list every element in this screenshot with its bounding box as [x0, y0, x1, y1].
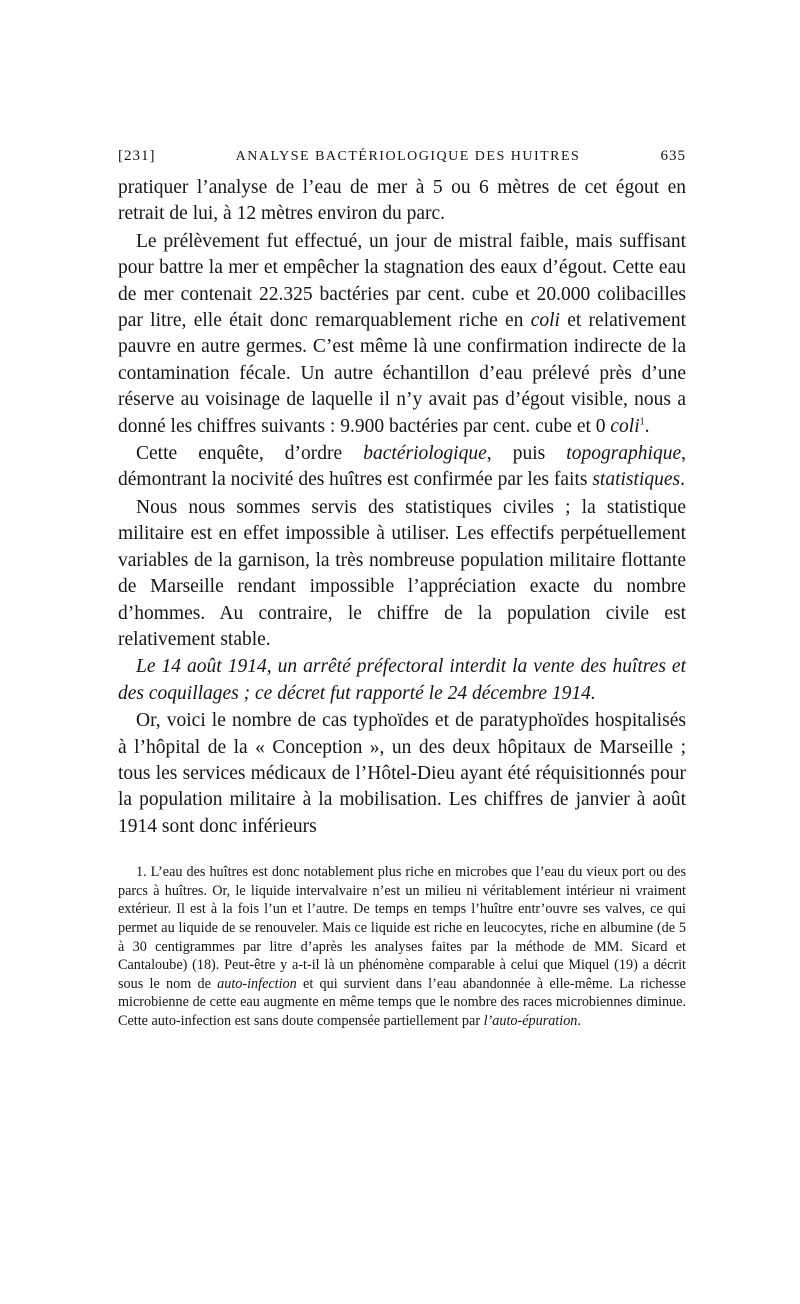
paragraph-5	[118, 654, 686, 707]
paragraph-6: Or, voici le nombre de cas typhoïdes et de paratyphoïdes hospitalisés à l’hôpital de la « Conception », un des deux hôpitaux de Marseille ; tous les services médicaux de l’Hôtel-Dieu ayant été réquisitionnés pour la population militaire à la mobilisation. Les chiffres de janvier à août 1914 sont donc inférieurs	[118, 710, 686, 837]
italic-run: coli	[530, 310, 560, 332]
body-text	[118, 175, 686, 840]
footnote	[118, 863, 686, 1030]
text-run: .	[644, 415, 650, 437]
text-run: , démontrant la nocivité des huîtres est confirmée par les faits	[118, 443, 686, 491]
text-run: et relativement pauvre en autre germes. C’est même là une confirmation indirecte de la contamination fécale. Un autre échantillon d’eau prélevé près d’une réserve au voisinage de laquelle il n’y avait pas d’égout visible, nous a donné les chiffres suivants : 9.900 bactéries par cent. cube et 0	[118, 310, 686, 437]
italic-run: l’auto-épuration	[483, 1012, 578, 1029]
italic-run: topographique	[566, 443, 682, 465]
text-run: .	[680, 469, 685, 491]
text-run: Le prélèvement fut effectué, un jour de mistral faible, mais suffisant pour battre la mer et empêcher la stagnation des eaux d’égout. Cette eau de mer contenait 22.325 bactéries par cent. cube et 20.000 colibacilles par litre, elle était donc remarquablement riche en	[118, 230, 686, 332]
page-number: 635	[660, 148, 686, 164]
paragraph-1: pratiquer l’analyse de l’eau de mer à 5 ou 6 mètres de cet égout en retrait de lui, à 12 mètres environ du parc.	[118, 177, 686, 225]
italic-run: auto-infection	[217, 975, 297, 992]
text-run: Cette enquête, d’ordre	[136, 443, 364, 465]
text-run: L’eau des huîtres est donc notablement plus riche en microbes que l’eau du vieux port ou des parcs à huîtres. Or, le liquide intervalvaire n’est un milieu ni véritablement intérieur ni vraiment extérieur. Il est à la fois l’un et l’autre. De temps en temps l’huître entr’ouvre ses valves, ce qui permet au liquide de se renouveler. Mais ce liquide est riche en leucocytes, riche en albumine (de 5 à 30 centigrammes par litre d’après les analyses faites par la méthode de MM. Sicard et Cantaloube) (18). Peut-être y a-t-il là un phénomène comparable à celui que Miquel (19) a décrit sous le nom de	[118, 864, 686, 992]
running-header	[118, 148, 686, 165]
running-title: ANALYSE BACTÉRIOLOGIQUE DES HUITRES	[235, 149, 581, 164]
paragraph-2	[118, 229, 686, 440]
text-run: .	[577, 1012, 581, 1029]
paragraph-3	[118, 441, 686, 494]
footnote-number: 1.	[136, 864, 147, 881]
italic-run: coli	[610, 415, 640, 437]
section-number: [231]	[118, 148, 156, 164]
italic-run: Le 14 août 1914, un arrêté préfectoral interdit la vente des huîtres et des coquillages ; ce décret fut rapporté le 24 décembre 1914.	[118, 656, 686, 704]
italic-run: bactériologique	[363, 443, 487, 465]
text-run: , puis	[486, 443, 567, 465]
text-run: et qui survient dans l’eau abandonnée à elle-même. La richesse microbienne de cette eau augmente en même temps que le nombre des races microbiennes diminue. Cette auto-infection est sans doute compensée partiellement par	[118, 975, 686, 1029]
paragraph-4: Nous nous sommes servis des statistiques civiles ; la statistique militaire est en effet impossible à utiliser. Les effectifs perpétuellement variables de la garnison, la très nombreuse population militaire flottante de Marseille rendant impossible l’appréciation exacte du nombre d’hommes. Au contraire, le chiffre de la population civile est relativement stable.	[118, 496, 686, 650]
footnote-marker: 1	[639, 416, 645, 428]
book-page	[118, 148, 686, 1031]
italic-run: statistiques	[592, 469, 681, 491]
